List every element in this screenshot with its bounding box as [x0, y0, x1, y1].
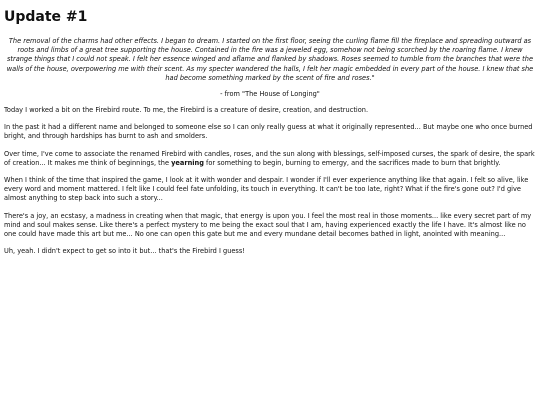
paragraph-intro: Today I worked a bit on the Firebird route. To me, the Firebird is a creature of desire, creation, and destruction. [4, 106, 369, 115]
paragraph-closing: Uh, yeah. I didn't expect to get so into it but... that's the Firebird I guess! [4, 247, 245, 256]
paragraph-associations [4, 150, 536, 168]
page-title: Update #1 [4, 9, 88, 25]
paragraph-joy: There's a joy, an ecstasy, a madness in creating when that magic, that energy is upon you. I feel the most real in those moments... like every secret part of my mind and soul makes sense. Like there's a perfect mystery to me being the exact soul that I am, having experienced exactly the life I have. It's almost like no one could have made this art but me... No one can open this gate but me and every mundane detail becomes bathed in light, anointed with meaning... [4, 211, 532, 239]
paragraph-past: In the past it had a different name and belonged to someone else so I can only really guess at what it originally represented... But maybe one who once burned bright, and through hardships has burnt to ash and smolders. [4, 123, 533, 141]
paragraph-associations-start: Over time, I've come to associate the renamed Firebird with candles, roses, and the sun along with blessings, self-imposed curses, the spark of desire, the spark of creation... It makes me think of beginnings, the [4, 149, 535, 167]
quote-attribution: - from "The House of Longing" [220, 90, 320, 99]
epigraph-quote: The removal of the charms had other effects. I began to dream. I started on the first floor, seeing the curling flame fill the fireplace and spreading outward as roots and limbs of a great tree supporting the house. Contained in the fire was a jeweled egg, somehow not being scorched by the roaring flame. I knew strange things that I could not speak. I felt her essence winged and aflame and flanked by shadows. Roses seemed to tumble from the branches that were the walls of the house, overpowering me with their scent. As my specter wandered the halls, I felt her magic embedded in every part of the house. I knew that she had become something marked by the scent of fire and roses." [6, 37, 534, 82]
paragraph-wonder: When I think of the time that inspired the game, I look at it with wonder and despair. I wonder if I'll ever experience anything like that again. I felt so alive, like every word and moment mattered. I felt like I could feel fate unfolding, its touch in everything. It can't be too late, right? What if the fire's gone out? I'd give almost anything to step back into such a story... [4, 176, 529, 203]
emphasis-yearning: yearning [171, 158, 204, 167]
paragraph-associations-end: for something to begin, burning to emergy, and the sacrifices made to burn that brightly. [203, 158, 501, 167]
